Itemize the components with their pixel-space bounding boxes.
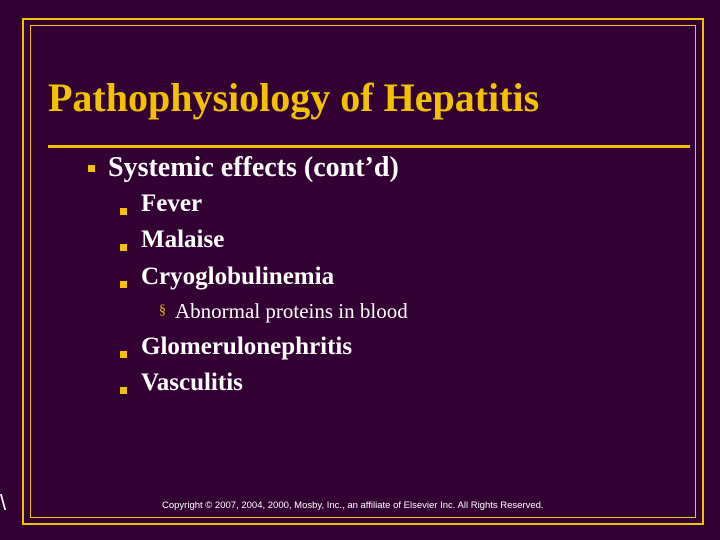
title-rule (48, 145, 690, 148)
bullet-square-icon (88, 165, 95, 172)
sub-sub-bullet-abnormal-proteins: Abnormal proteins in blood (175, 299, 408, 323)
sub-bullet-vasculitis: Vasculitis (141, 369, 243, 396)
bullet-square-icon (120, 281, 127, 288)
slide-title: Pathophysiology of Hepatitis (48, 75, 540, 120)
sub-bullet-malaise: Malaise (141, 226, 225, 253)
section-mark-icon: § (159, 303, 166, 318)
bullet-square-icon (120, 387, 127, 394)
main-bullet-text: Systemic effects (cont’d) (108, 152, 399, 183)
sub-bullet-fever: Fever (141, 190, 203, 217)
sub-bullet-cryoglobulinemia: Cryoglobulinemia (141, 263, 335, 290)
edge-marker: \ (0, 490, 7, 515)
bullet-square-icon (120, 244, 127, 251)
sub-bullet-glomerulonephritis: Glomerulonephritis (141, 333, 353, 360)
bullet-square-icon (120, 208, 127, 215)
bullet-square-icon (120, 351, 127, 358)
copyright-footer: Copyright © 2007, 2004, 2000, Mosby, Inc., an affiliate of Elsevier Inc. All Rights Reserved. (162, 500, 544, 511)
